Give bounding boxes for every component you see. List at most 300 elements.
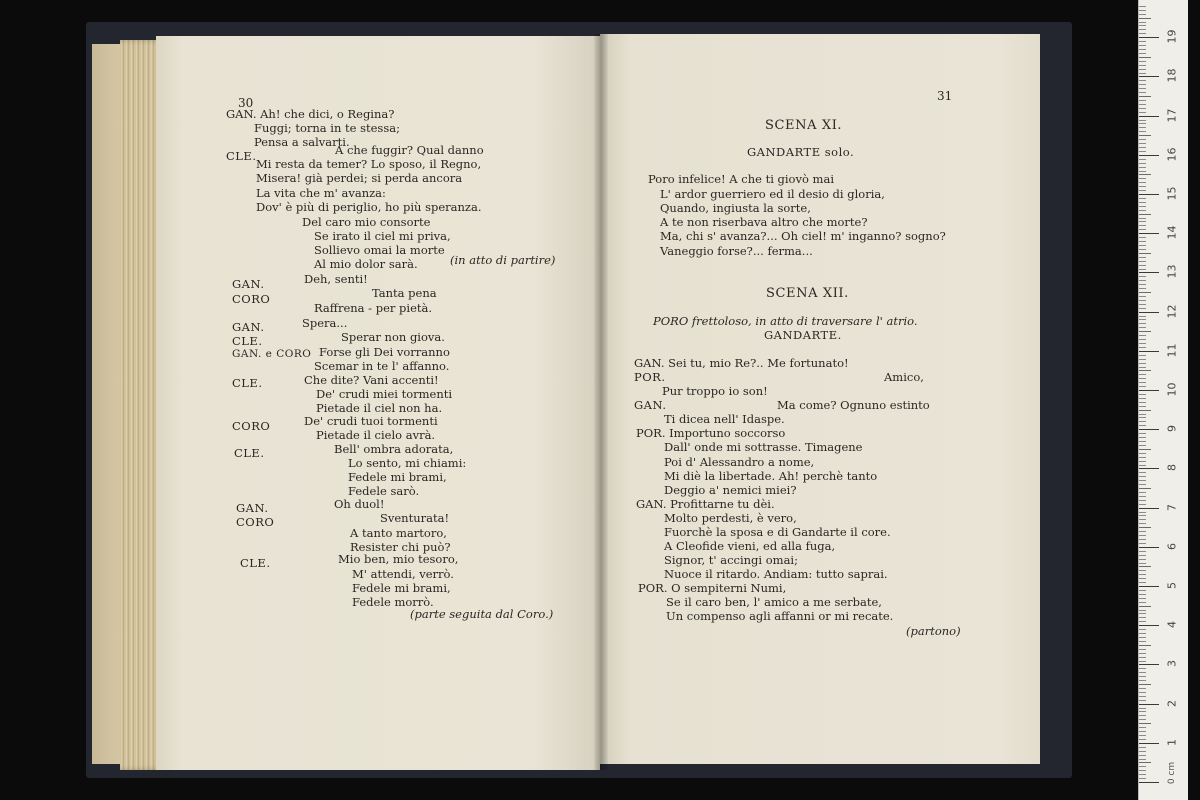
ruler-tick <box>1139 355 1146 356</box>
ruler-tick <box>1139 755 1146 756</box>
ruler-tick <box>1139 347 1146 348</box>
ruler-number: 11 <box>1165 343 1179 358</box>
speaker-label: CORO <box>236 515 275 529</box>
ruler-tick <box>1139 139 1146 140</box>
ruler-tick <box>1139 641 1146 642</box>
ruler-tick <box>1139 284 1146 285</box>
ruler-tick <box>1139 69 1146 70</box>
ruler-tick <box>1139 45 1146 46</box>
ruler-tick <box>1139 559 1146 560</box>
ruler-tick <box>1139 100 1146 101</box>
text-line: Un compenso agli affanni or mi recate. <box>666 609 894 623</box>
ruler-tick <box>1139 429 1159 430</box>
ruler-tick <box>1139 272 1159 273</box>
ruler-tick <box>1139 394 1146 395</box>
ruler-tick <box>1139 425 1146 426</box>
ruler-tick <box>1139 574 1146 575</box>
ruler-tick <box>1139 508 1159 509</box>
ruler-tick <box>1139 76 1159 77</box>
scene-heading: SCENA XII. <box>766 286 849 301</box>
stage-direction: (in atto di partire) <box>450 253 556 267</box>
ruler-tick <box>1139 512 1146 513</box>
text-line: Nuoce il ritardo. Andiam: tutto saprai. <box>664 567 888 581</box>
text-line: Pietade il ciel non ha. <box>316 401 443 415</box>
ruler-tick <box>1139 382 1146 383</box>
text-line: Pietade il cielo avrà. <box>316 428 436 442</box>
ruler-tick <box>1139 25 1146 26</box>
text-line: Del caro mio consorte <box>302 215 431 229</box>
ruler-tick <box>1139 680 1146 681</box>
speaker-label: GAN. <box>634 398 667 412</box>
ruler-tick <box>1139 296 1146 297</box>
ruler-tick <box>1139 472 1146 473</box>
ruler-tick <box>1139 288 1146 289</box>
ruler-number: 2 <box>1165 699 1179 707</box>
ruler-tick <box>1139 759 1146 760</box>
text-line: Fuorchè la sposa e di Gandarte il core. <box>664 525 891 539</box>
page-number: 31 <box>937 89 953 103</box>
text-line: Tanta pena <box>372 286 437 300</box>
ruler-tick <box>1139 637 1146 638</box>
ruler-tick <box>1139 766 1146 767</box>
ruler-tick <box>1139 504 1146 505</box>
ruler-tick <box>1139 265 1146 266</box>
ruler-tick <box>1139 374 1146 375</box>
ruler-number: 18 <box>1165 68 1179 83</box>
text-line: Se il caro ben, l' amico a me serbate, <box>666 595 882 609</box>
text-line: Che dite? Vani accenti! <box>304 373 439 387</box>
ruler-tick <box>1139 547 1159 548</box>
text-line: Fedele mi brami, <box>348 470 447 484</box>
ruler-tick <box>1139 629 1146 630</box>
speaker-label: GAN. e CORO <box>232 348 312 360</box>
text-line: Dov' è più di periglio, ho più speranza. <box>256 200 482 214</box>
ruler-tick <box>1139 316 1146 317</box>
ruler-tick <box>1139 417 1146 418</box>
ruler-tick <box>1139 206 1146 207</box>
ruler-tick <box>1139 167 1146 168</box>
ruler-tick <box>1139 480 1146 481</box>
ruler-tick <box>1139 378 1146 379</box>
ruler-tick <box>1139 711 1146 712</box>
text-line: Resister chi può? <box>350 540 451 554</box>
ruler-tick <box>1139 664 1159 665</box>
ruler-tick <box>1139 280 1146 281</box>
ruler-tick <box>1139 445 1146 446</box>
ruler-tick <box>1139 617 1146 618</box>
ruler-tick <box>1139 171 1146 172</box>
text-line: Mio ben, mio tesoro, <box>338 552 459 566</box>
ruler-tick <box>1139 645 1151 646</box>
ruler-tick <box>1139 410 1151 411</box>
text-line: Quando, ingiusta la sorte, <box>660 201 811 215</box>
text-line: A che fuggir? Qual danno <box>335 143 484 157</box>
ruler-tick <box>1139 261 1146 262</box>
ruler-tick <box>1139 692 1146 693</box>
text-line: Dall' onde mi sottrasse. Timagene <box>664 440 863 454</box>
ruler-tick <box>1139 676 1146 677</box>
text-line: Deggio a' nemici miei? <box>664 483 797 497</box>
ruler-tick <box>1139 237 1146 238</box>
ruler-tick <box>1139 182 1146 183</box>
ruler-tick <box>1139 29 1146 30</box>
ruler-number: 8 <box>1165 464 1179 472</box>
ruler-tick <box>1139 610 1146 611</box>
speaker-label: CLE. <box>234 446 265 460</box>
text-line: De' crudi miei tormenti <box>316 387 453 401</box>
text-line: Se irato il ciel mi priva, <box>314 229 451 243</box>
text-line: GAN. Sei tu, mio Re?.. Me fortunato! <box>634 356 849 370</box>
ruler-tick <box>1139 570 1146 571</box>
ruler-tick <box>1139 414 1146 415</box>
text-line: Mi resta da temer? Lo sposo, il Regno, <box>256 157 482 171</box>
ruler-tick <box>1139 566 1151 567</box>
ruler-tick <box>1139 613 1146 614</box>
ruler-tick <box>1139 606 1151 607</box>
ruler-tick <box>1139 782 1159 783</box>
text-line: Fedele sarò. <box>348 484 420 498</box>
speaker-label: GAN. <box>236 501 269 515</box>
ruler-tick <box>1139 723 1151 724</box>
ruler-tick <box>1139 406 1146 407</box>
text-line: Sollievo omai la morte <box>314 243 445 257</box>
ruler-tick <box>1139 684 1151 685</box>
ruler-tick <box>1139 704 1159 705</box>
ruler-tick <box>1139 590 1146 591</box>
text-line: Bell' ombra adorata, <box>334 442 454 456</box>
book-gutter <box>594 34 608 770</box>
text-line: Ma come? Ognuno estinto <box>777 398 930 412</box>
ruler-tick <box>1139 715 1146 716</box>
ruler-tick <box>1139 433 1146 434</box>
ruler-tick <box>1139 441 1146 442</box>
text-line: Ti dicea nell' Idaspe. <box>664 412 785 426</box>
ruler-tick <box>1139 104 1146 105</box>
ruler-tick <box>1139 312 1159 313</box>
ruler-tick <box>1139 535 1146 536</box>
text-line: Sventurata! <box>380 511 450 525</box>
ruler-tick <box>1139 762 1151 763</box>
ruler-number: 1 <box>1165 738 1179 746</box>
ruler-tick <box>1139 198 1146 199</box>
ruler-unit-label: 0 cm <box>1167 761 1177 785</box>
text-line: Misera! già perdei; si perda ancora <box>256 171 463 185</box>
text-line: POR. Importuno soccorso <box>636 426 786 440</box>
page-number: 30 <box>238 96 254 110</box>
ruler-tick <box>1139 120 1146 121</box>
ruler-tick <box>1139 49 1146 50</box>
ruler-tick <box>1139 582 1146 583</box>
ruler-tick <box>1139 276 1146 277</box>
speaker-label: GAN. <box>232 277 265 291</box>
ruler-tick <box>1139 586 1159 587</box>
ruler-tick <box>1139 73 1146 74</box>
ruler-tick <box>1139 210 1146 211</box>
ruler-tick <box>1139 731 1146 732</box>
ruler-tick <box>1139 147 1146 148</box>
text-line: Spera... <box>302 316 348 330</box>
ruler-tick <box>1139 308 1146 309</box>
ruler-tick <box>1139 163 1146 164</box>
ruler-number: 14 <box>1165 225 1179 240</box>
text-line: A Cleofide vieni, ed alla fuga, <box>664 539 836 553</box>
ruler-tick <box>1139 18 1151 19</box>
ruler-tick <box>1139 649 1146 650</box>
ruler-tick <box>1139 543 1146 544</box>
ruler-tick <box>1139 653 1146 654</box>
character-heading: GANDARTE solo. <box>747 145 855 159</box>
text-line: A tanto martoro, <box>350 526 447 540</box>
ruler-tick <box>1139 65 1146 66</box>
ruler-number: 4 <box>1165 621 1179 629</box>
ruler-tick <box>1139 461 1146 462</box>
ruler-tick <box>1139 88 1146 89</box>
ruler-tick <box>1139 527 1151 528</box>
ruler-tick <box>1139 488 1151 489</box>
ruler-tick <box>1139 123 1146 124</box>
text-line: Poro infelice! A che ti giovò mai <box>648 172 834 186</box>
ruler-number: 5 <box>1165 582 1179 589</box>
ruler-tick <box>1139 555 1146 556</box>
ruler-tick <box>1139 269 1146 270</box>
text-line: A te non riserbava altro che morte? <box>660 215 868 229</box>
ruler-tick <box>1139 218 1146 219</box>
ruler-tick <box>1139 41 1146 42</box>
speaker-label: GAN. <box>232 320 265 334</box>
ruler-tick <box>1139 598 1146 599</box>
text-line: M' attendi, verrò. <box>352 567 454 581</box>
ruler-tick <box>1139 159 1146 160</box>
ruler-tick <box>1139 155 1159 156</box>
ruler-tick <box>1139 500 1146 501</box>
ruler-number: 10 <box>1165 382 1179 397</box>
speaker-label: POR. <box>634 370 666 384</box>
ruler-tick <box>1139 292 1151 293</box>
text-line: Al mio dolor sarà. <box>314 257 418 271</box>
ruler-tick <box>1139 221 1146 222</box>
ruler-tick <box>1139 233 1159 234</box>
ruler-tick <box>1139 14 1146 15</box>
ruler-tick <box>1139 751 1146 752</box>
ruler-tick <box>1139 668 1146 669</box>
ruler-tick <box>1139 92 1146 93</box>
ruler-tick <box>1139 672 1146 673</box>
ruler-number: 19 <box>1165 29 1179 44</box>
ruler-tick <box>1139 594 1146 595</box>
ruler-tick <box>1139 190 1146 191</box>
ruler-tick <box>1139 747 1146 748</box>
text-line: Pur troppo io son! <box>662 384 768 398</box>
ruler-tick <box>1139 484 1146 485</box>
ruler-tick <box>1139 621 1146 622</box>
ruler-tick <box>1139 359 1146 360</box>
text-line: Lo sento, mi chiami: <box>348 456 467 470</box>
ruler-tick <box>1139 33 1146 34</box>
text-line: GAN. Profittarne tu dèi. <box>636 497 775 511</box>
speaker-label: CLE. <box>232 376 263 390</box>
ruler-tick <box>1139 53 1146 54</box>
text-line: Raffrena - per pietà. <box>314 301 433 315</box>
ruler-tick <box>1139 457 1146 458</box>
ruler-tick <box>1139 492 1146 493</box>
text-line: Ma, chi s' avanza?... Oh ciel! m' inganno? sogno? <box>660 229 946 243</box>
ruler-number: 17 <box>1165 108 1179 123</box>
ruler-tick <box>1139 402 1146 403</box>
text-line: Fedele mi brami, <box>352 581 451 595</box>
ruler-tick <box>1139 80 1146 81</box>
ruler-tick <box>1139 116 1159 117</box>
ruler-tick <box>1139 57 1151 58</box>
speaker-label: CLE. <box>232 334 263 348</box>
scene-heading: SCENA XI. <box>765 118 843 133</box>
ruler-tick <box>1139 578 1146 579</box>
text-line: Molto perdesti, è vero, <box>664 511 797 525</box>
ruler-tick <box>1139 453 1146 454</box>
ruler-tick <box>1139 625 1159 626</box>
speaker-label: CLE. <box>226 149 257 163</box>
ruler-tick <box>1139 37 1159 38</box>
ruler-tick <box>1139 253 1151 254</box>
ruler-tick <box>1139 519 1146 520</box>
text-line: POR. O sempiterni Numi, <box>638 581 787 595</box>
ruler-tick <box>1139 367 1146 368</box>
ruler-tick <box>1139 131 1146 132</box>
text-line: Fedele morrò. <box>352 595 434 609</box>
ruler-number: 6 <box>1165 542 1179 550</box>
ruler-tick <box>1139 523 1146 524</box>
ruler-tick <box>1139 774 1146 775</box>
ruler-tick <box>1139 343 1146 344</box>
ruler-tick <box>1139 449 1151 450</box>
ruler-number: 3 <box>1165 660 1179 668</box>
ruler-tick <box>1139 323 1146 324</box>
ruler-tick <box>1139 61 1146 62</box>
ruler-tick <box>1139 719 1146 720</box>
ruler-tick <box>1139 515 1146 516</box>
ruler-tick <box>1139 143 1146 144</box>
ruler-tick <box>1139 688 1146 689</box>
ruler-tick <box>1139 319 1146 320</box>
ruler-number: 13 <box>1165 264 1179 279</box>
text-line: Vaneggio forse?... ferma... <box>660 244 813 258</box>
ruler-tick <box>1139 778 1146 779</box>
character-heading: GANDARTE. <box>764 328 842 342</box>
ruler-tick <box>1139 743 1159 744</box>
ruler-tick <box>1139 539 1146 540</box>
ruler-tick <box>1139 735 1146 736</box>
text-line: GAN. Ah! che dici, o Regina? <box>226 107 395 121</box>
ruler-number: 16 <box>1165 147 1179 162</box>
text-line: Sperar non giova. <box>341 330 445 344</box>
ruler-tick <box>1139 257 1146 258</box>
ruler-tick <box>1139 398 1146 399</box>
ruler-tick <box>1139 335 1146 336</box>
ruler-tick <box>1139 229 1146 230</box>
ruler-tick <box>1139 468 1159 469</box>
ruler-tick <box>1139 214 1151 215</box>
text-line: De' crudi tuoi tormenti <box>304 414 438 428</box>
ruler-tick <box>1139 108 1146 109</box>
ruler-tick <box>1139 304 1146 305</box>
ruler-tick <box>1139 186 1146 187</box>
ruler-tick <box>1139 249 1146 250</box>
ruler-tick <box>1139 178 1146 179</box>
ruler-tick <box>1139 708 1146 709</box>
ruler-tick <box>1139 174 1151 175</box>
speaker-label: CORO <box>232 419 271 433</box>
ruler-tick <box>1139 10 1146 11</box>
ruler-number: 7 <box>1165 503 1179 511</box>
ruler-tick <box>1139 421 1146 422</box>
ruler-tick <box>1139 151 1146 152</box>
ruler-tick <box>1139 465 1146 466</box>
ruler-tick <box>1139 202 1146 203</box>
text-line: Forse gli Dei vorranno <box>319 345 450 359</box>
ruler-tick <box>1139 241 1146 242</box>
ruler-tick <box>1139 22 1146 23</box>
ruler-tick <box>1139 657 1146 658</box>
ruler-tick <box>1139 476 1146 477</box>
speaker-label: CLE. <box>240 556 271 570</box>
text-line: Fuggi; torna in te stessa; <box>254 121 400 135</box>
text-line: La vita che m' avanza: <box>256 186 386 200</box>
ruler-tick <box>1139 351 1159 352</box>
ruler-tick <box>1139 127 1146 128</box>
text-line: Pensa a salvarti. <box>254 135 350 149</box>
ruler-tick <box>1139 6 1146 7</box>
ruler-tick <box>1139 96 1151 97</box>
ruler-tick <box>1139 437 1146 438</box>
stage-direction: (partono) <box>906 624 961 638</box>
ruler-tick <box>1139 661 1146 662</box>
text-line: Deh, senti! <box>304 272 368 286</box>
ruler-tick <box>1139 331 1151 332</box>
ruler-tick <box>1139 84 1146 85</box>
ruler-tick <box>1139 390 1159 391</box>
stage-direction: (parte seguita dal Coro.) <box>410 607 554 621</box>
ruler-tick <box>1139 135 1151 136</box>
ruler-tick <box>1139 739 1146 740</box>
ruler-tick <box>1139 770 1146 771</box>
ruler-number: 12 <box>1165 304 1179 319</box>
ruler-tick <box>1139 563 1146 564</box>
ruler-tick <box>1139 633 1146 634</box>
ruler-number: 9 <box>1165 425 1179 433</box>
text-line: Poi d' Alessandro a nome, <box>664 455 815 469</box>
ruler-tick <box>1139 551 1146 552</box>
text-line: Mi diè la libertade. Ah! perchè tanto <box>664 469 878 483</box>
ruler-tick <box>1139 696 1146 697</box>
ruler-tick <box>1139 531 1146 532</box>
text-line: Amico, <box>884 370 924 384</box>
ruler-tick <box>1139 700 1146 701</box>
ruler-tick <box>1139 194 1159 195</box>
ruler-number: 15 <box>1165 186 1179 201</box>
ruler-tick <box>1139 300 1146 301</box>
ruler-tick <box>1139 112 1146 113</box>
ruler-tick <box>1139 602 1146 603</box>
text-line: Scemar in te l' affanno. <box>314 359 450 373</box>
text-line: L' ardor guerriero ed il desio di gloria, <box>660 187 885 201</box>
ruler-tick <box>1139 245 1146 246</box>
character-heading: PORO frettoloso, in atto di traversare l' atrio. <box>653 314 918 328</box>
measuring-ruler <box>1138 0 1188 800</box>
ruler-tick <box>1139 339 1146 340</box>
ruler-tick <box>1139 225 1146 226</box>
ruler-tick <box>1139 327 1146 328</box>
speaker-label: CORO <box>232 292 271 306</box>
ruler-tick <box>1139 727 1146 728</box>
